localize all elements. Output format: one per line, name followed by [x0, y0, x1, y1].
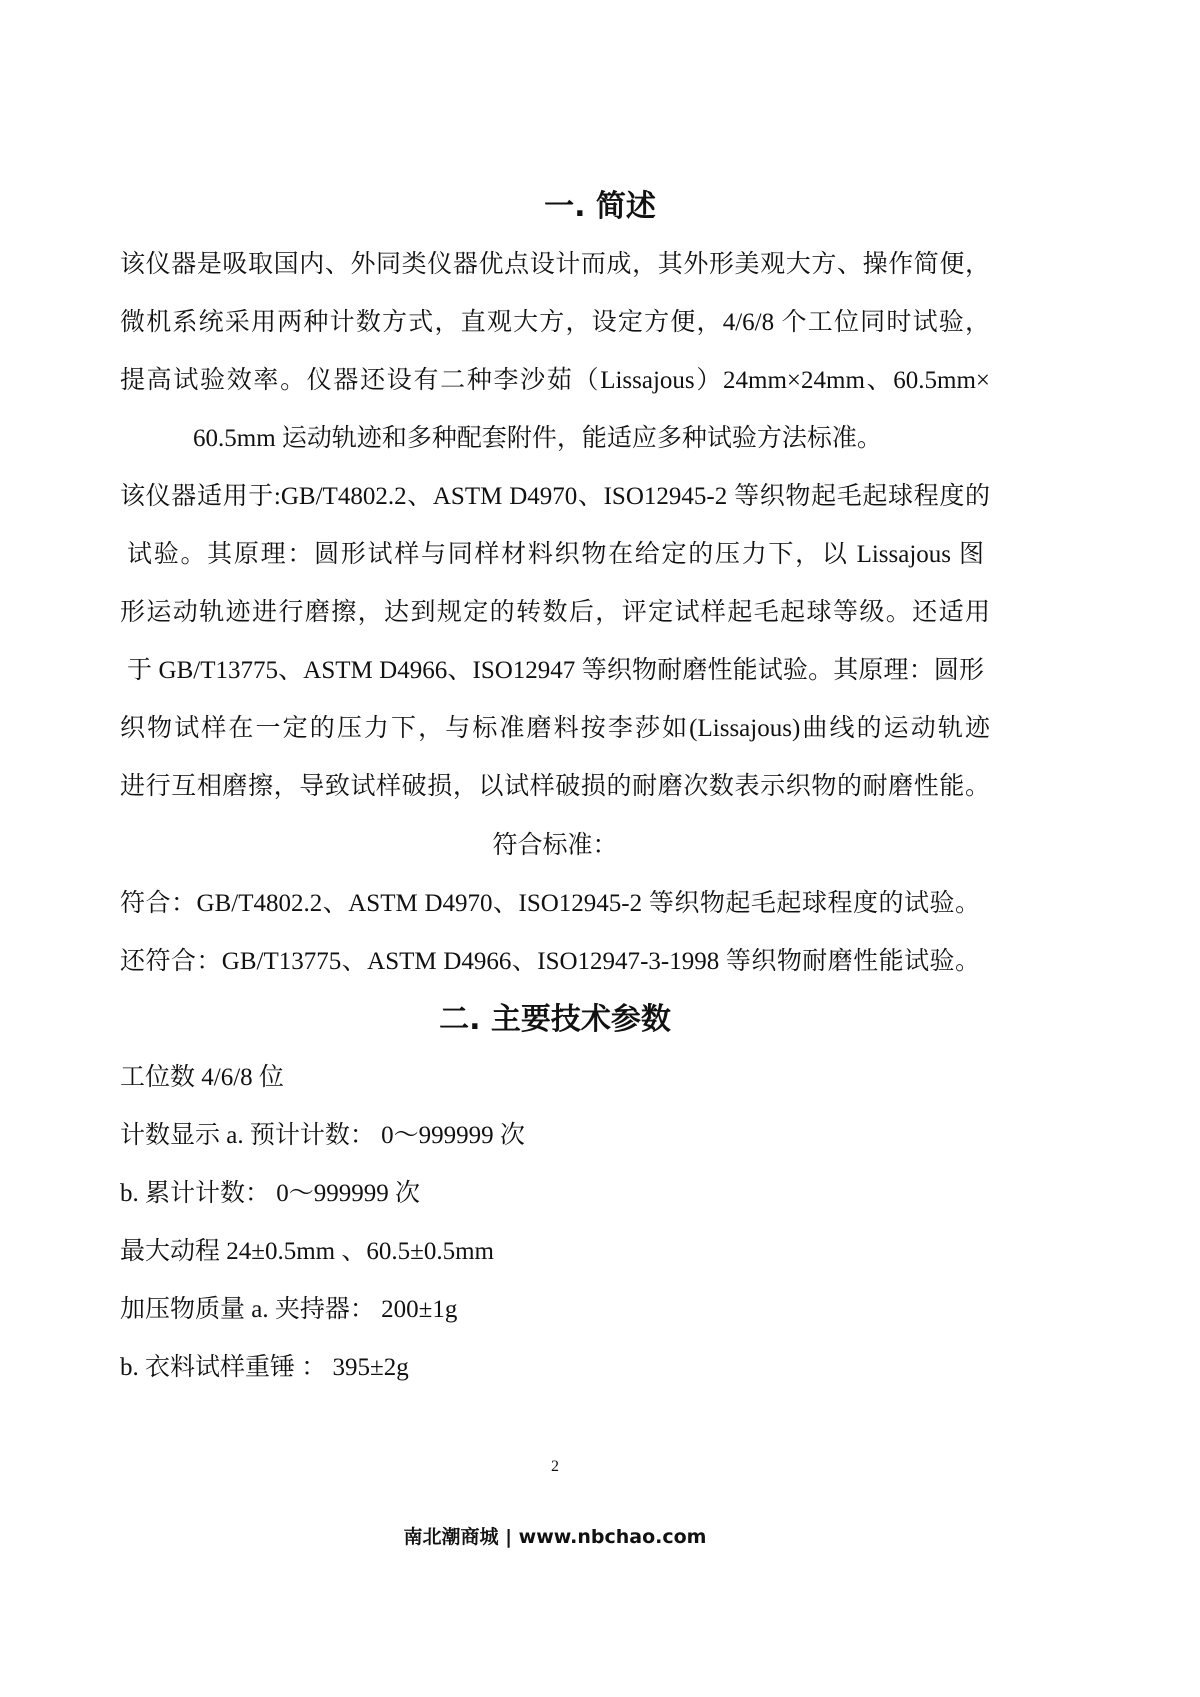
- paragraph-line: 试验。其原理：圆形试样与同样材料织物在给定的压力下，以 Lissajous 图: [127, 541, 984, 568]
- spec-line: 计数显示 a. 预计计数： 0～999999 次: [120, 1122, 525, 1149]
- paragraph-line: 该仪器适用于:GB/T4802.2、ASTM D4970、ISO12945-2 等织物起毛起球程度的: [120, 483, 990, 510]
- paragraph-line: 60.5mm 运动轨迹和多种配套附件，能适应多种试验方法标准。: [193, 425, 882, 452]
- spec-line: 加压物质量 a. 夹持器： 200±1g: [120, 1296, 458, 1323]
- paragraph-line: 于 GB/T13775、ASTM D4966、ISO12947 等织物耐磨性能试验。其原理：圆形: [127, 657, 984, 684]
- paragraph-line: 提高试验效率。仪器还设有二种李沙茹（Lissajous）24mm×24mm、60.5mm×: [120, 367, 990, 394]
- page-number: 2: [551, 1458, 559, 1475]
- spec-line: b. 累计计数： 0～999999 次: [120, 1180, 421, 1207]
- paragraph-line: 符合：GB/T4802.2、ASTM D4970、ISO12945-2 等织物起毛起球程度的试验。: [120, 890, 980, 917]
- section1-heading: 一. 简述: [544, 189, 656, 224]
- paragraph-line: 该仪器是吸取国内、外同类仪器优点设计而成，其外形美观大方、操作简便，: [120, 251, 990, 278]
- paragraph-line: 织物试样在一定的压力下，与标准磨料按李莎如(Lissajous)曲线的运动轨迹: [120, 715, 990, 742]
- footer-watermark: 南北潮商城 | www.nbchao.com: [403, 1526, 707, 1548]
- standards-label: 符合标准：: [492, 832, 618, 859]
- paragraph-line: 还符合：GB/T13775、ASTM D4966、ISO12947-3-1998 等织物耐磨性能试验。: [120, 948, 980, 975]
- paragraph-line: 微机系统采用两种计数方式，直观大方，设定方便，4/6/8 个工位同时试验，: [120, 309, 990, 336]
- spec-line: b. 衣料试样重锤 ： 395±2g: [120, 1354, 409, 1381]
- spec-line: 工位数 4/6/8 位: [120, 1064, 284, 1091]
- paragraph-line: 进行互相磨擦，导致试样破损，以试样破损的耐磨次数表示织物的耐磨性能。: [120, 773, 990, 800]
- paragraph-line: 形运动轨迹进行磨擦，达到规定的转数后，评定试样起毛起球等级。还适用: [120, 599, 990, 626]
- section2-heading: 二. 主要技术参数: [439, 1002, 671, 1037]
- spec-line: 最大动程 24±0.5mm 、60.5±0.5mm: [120, 1238, 494, 1265]
